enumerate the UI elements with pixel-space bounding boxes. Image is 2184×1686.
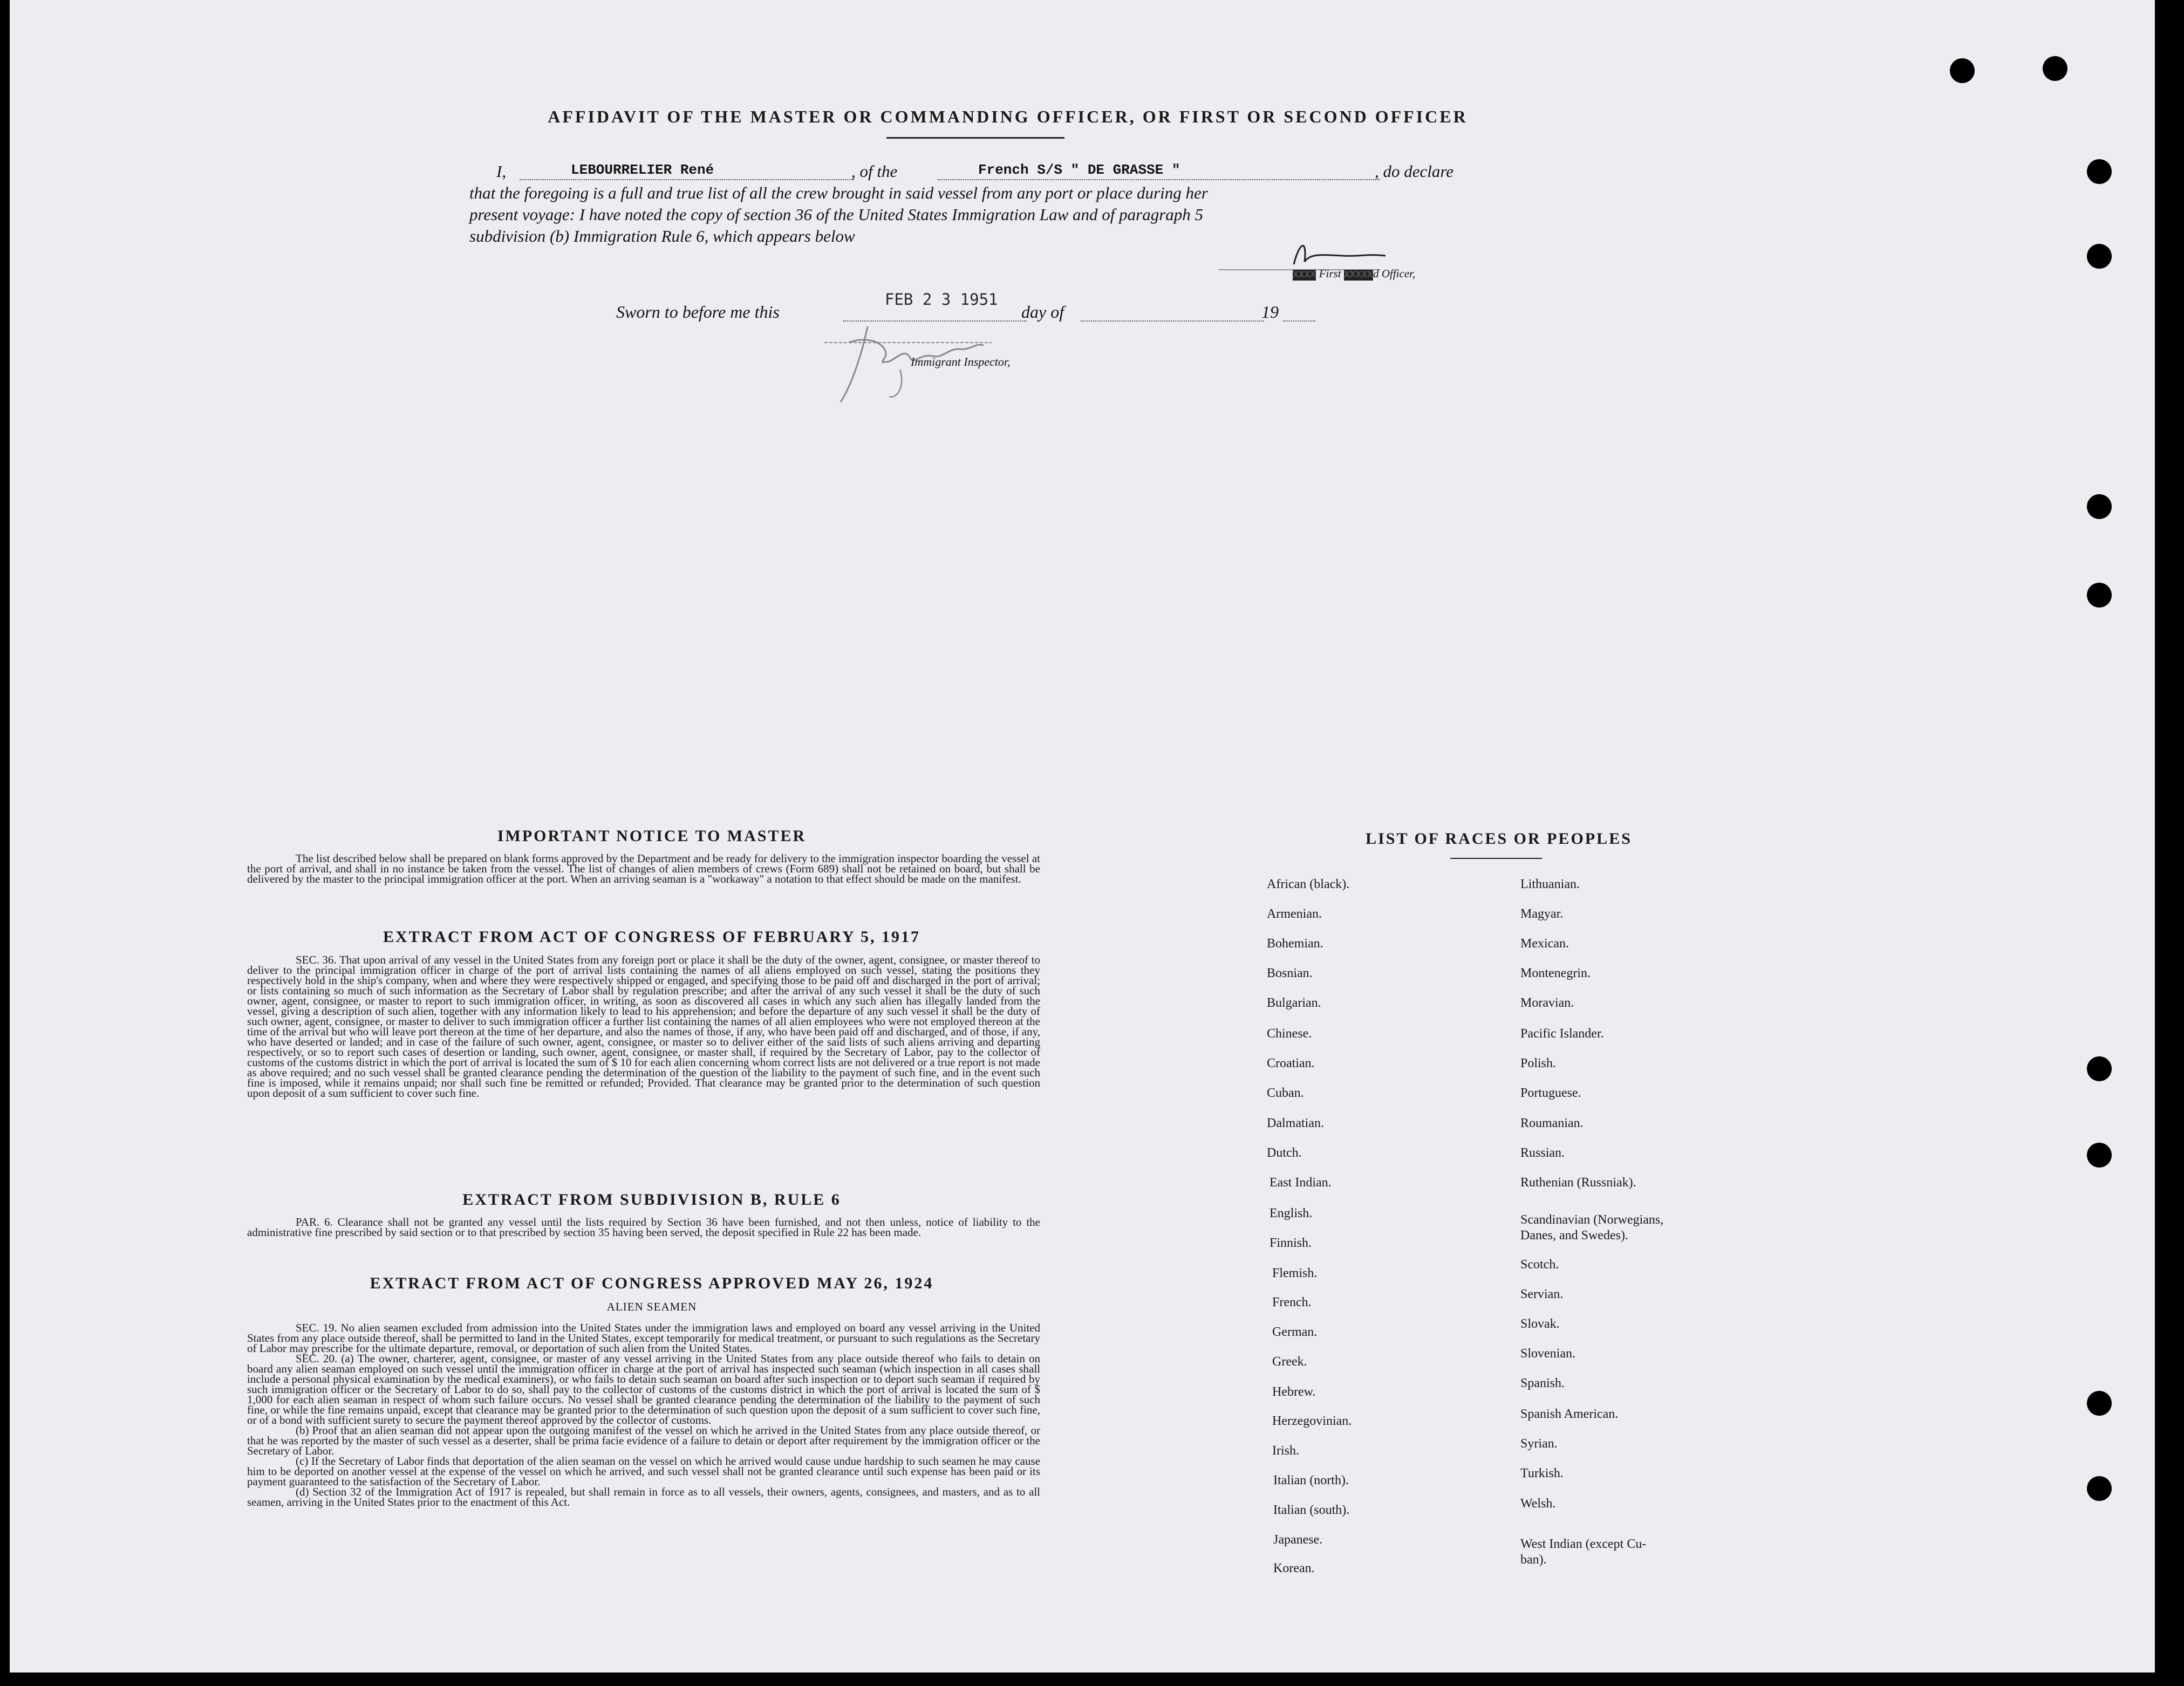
race-item: West Indian (except Cu- ban). — [1520, 1537, 1647, 1567]
section-36-text: SEC. 36. That upon arrival of any vessel in the United States from any foreign port or place it shall be the duty of the owner, agent, consignee, or master thereof to deliver to the principal immigration officer in charge of the port of arrival lists containing the names of all aliens employed on such vessel, stating the positions they respectively hold in the ship's company, when and where they were respectively shipped or engaged, and specifying those to be paid off and discharged in the port of arrival; or lists containing so much of such information as the Secretary of Labor shall by regulation prescribe; and after the arrival of any such vessel it shall be the duty of such owner, agent, consignee, or master to report to such immigration officer, in writing, as soon as discovered all cases in which any such alien has illegally landed from the vessel, giving a description of such alien, together with any information likely to lead to his apprehension; and before the departure of any such vessel it shall be the duty of such owner, agent, consignee, or master to deliver to such immigration officer a further list containing the names of all alien employees who were not employed thereon at the time of the arrival but who will leave port thereon at the time of her departure, and also the names of those, if any, who have been paid off and discharged, and of those, if any, who have deserted or landed; and in case of the failure of such owner, agent, consignee, or master so to deliver either of the said lists of such aliens arriving and departing respectively, or so to report such cases of desertion or landing, such owner, agent, consignee, or master shall, if required by the Secretary of Labor, pay to the collector of customs of the customs district in which the port of arrival is located the sum of $ 10 for each alien concerning whom correct lists are not delivered or a true report is not made as above required; and no such vessel shall be granted clearance pending the determination of the question of the liability to the payment of such fine, and in the event such fine is imposed, while it remains unpaid; nor shall such fine be remitted or refunded; Provided. That clearance may be granted prior to the determination of such question upon deposit of a sum sufficient to cover such fine. — [247, 953, 1040, 1100]
punch-hole — [2087, 583, 2112, 607]
race-item: Greek. — [1272, 1355, 1307, 1369]
race-item: Herzegovinian. — [1272, 1414, 1352, 1428]
race-item: Moravian. — [1520, 996, 1574, 1010]
section-20c-text: (c) If the Secretary of Labor finds that deportation of the alien seaman on the vessel on which he arrived would cause undue hardship to such seamen he may cause him to be deported on another vessel at the expense of the vessel on which he arrived, and such vessel shall not be granted clearance until such expense has been paid or its payment guaranteed to the satisfaction of the Secretary of Labor. — [247, 1455, 1040, 1488]
race-item: Spanish American. — [1520, 1407, 1619, 1421]
punch-hole — [2087, 1476, 2112, 1501]
races-title: LIST OF RACES OR PEOPLES — [1366, 830, 1632, 848]
race-item: Bulgarian. — [1267, 996, 1321, 1010]
vessel-name: French S/S " DE GRASSE " — [978, 162, 1180, 178]
race-item: Turkish. — [1520, 1466, 1564, 1480]
race-item: Lithuanian. — [1520, 877, 1580, 891]
race-item: Roumanian. — [1520, 1116, 1584, 1130]
race-item: Finnish. — [1270, 1236, 1312, 1250]
race-item: Bosnian. — [1267, 966, 1313, 980]
name-blank — [520, 178, 854, 180]
day-of-label: day of — [1021, 302, 1064, 322]
sworn-label: Sworn to before me this — [616, 302, 780, 322]
race-item: Montenegrin. — [1520, 966, 1591, 980]
race-item: East Indian. — [1270, 1176, 1332, 1190]
race-item: Bohemian. — [1267, 937, 1323, 951]
race-item: Croatian. — [1267, 1056, 1315, 1070]
race-item: Dalmatian. — [1267, 1116, 1324, 1130]
vessel-blank — [938, 178, 1380, 180]
race-item: Dutch. — [1267, 1146, 1302, 1160]
race-item: Pacific Islander. — [1520, 1027, 1604, 1041]
year-blank — [1283, 319, 1315, 322]
month-blank — [1081, 319, 1264, 322]
race-item: German. — [1272, 1325, 1318, 1339]
affidavit-title: AFFIDAVIT OF THE MASTER OR COMMANDING OFFICER, OR FIRST OR SECOND OFFICER — [548, 107, 1468, 126]
race-item: Ruthenian (Russniak). — [1520, 1176, 1636, 1190]
races-divider — [1450, 858, 1542, 859]
document-page — [10, 0, 2155, 1673]
race-item: French. — [1272, 1295, 1312, 1309]
title-divider — [886, 137, 1064, 139]
date-stamp: FEB 2 3 1951 — [885, 290, 998, 309]
punch-hole — [2087, 1391, 2112, 1416]
race-item: Portuguese. — [1520, 1086, 1581, 1100]
race-item: Flemish. — [1272, 1266, 1318, 1280]
paragraph-6-text: PAR. 6. Clearance shall not be granted any vessel until the lists required by Section 36 have been furnished, and not then unless, notice of liability to the administrative fine prescribed by said section or to that prescribed by section 35 having been served, the deposit specified in Rule 22 has been made. — [247, 1216, 1040, 1239]
officer-title — [1293, 267, 1415, 281]
race-item: Italian (south). — [1273, 1503, 1350, 1517]
notice-title: IMPORTANT NOTICE TO MASTER — [497, 827, 807, 845]
declarant-name: LEBOURRELIER René — [571, 162, 714, 178]
of-the-label: , of the — [851, 162, 898, 181]
race-item: Magyar. — [1520, 907, 1564, 921]
extract-rule6-title: EXTRACT FROM SUBDIVISION B, RULE 6 — [462, 1191, 841, 1209]
extract-1924-body — [247, 1323, 1040, 1507]
race-item: Russian. — [1520, 1146, 1565, 1160]
race-item: Japanese. — [1273, 1533, 1323, 1547]
officer-first-label: First — [1319, 267, 1341, 280]
extract-rule6-body — [247, 1217, 1040, 1238]
race-item: Syrian. — [1520, 1437, 1558, 1451]
race-item: Slovak. — [1520, 1317, 1560, 1331]
race-item: English. — [1270, 1206, 1313, 1220]
race-item: African (black). — [1267, 877, 1350, 891]
race-item: Armenian. — [1267, 907, 1322, 921]
section-20b-text: (b) Proof that an alien seaman did not appear upon the outgoing manifest of the vessel on which he arrived in the United States from any place outside thereof, or that he was reported by the master of such vessel as a deserter, shall be prima facie evidence of a failure to detain or deport after requirement by the immigration officer or the Secretary of Labor. — [247, 1424, 1040, 1457]
declaration-line-2: that the foregoing is a full and true list of all the crew brought in said vessel from any port or place during her — [469, 183, 1208, 202]
race-item: Hebrew. — [1272, 1385, 1316, 1399]
race-item: Scotch. — [1520, 1258, 1559, 1272]
race-item: Servian. — [1520, 1287, 1564, 1301]
race-item: Italian (north). — [1273, 1473, 1349, 1487]
declaration-line-3: present voyage: I have noted the copy of section 36 of the United States Immigration Law and of paragraph 5 — [469, 205, 1204, 224]
race-item: Irish. — [1272, 1444, 1299, 1458]
race-item: Scandinavian (Norwegians, Danes, and Swedes). — [1520, 1213, 1664, 1243]
officer-tail-label: d Officer, — [1373, 267, 1416, 280]
declaration-line-4: subdivision (b) Immigration Rule 6, which appears below — [469, 227, 855, 245]
race-item: Chinese. — [1267, 1027, 1312, 1041]
year-prefix: 19 — [1261, 302, 1279, 322]
race-item: Welsh. — [1520, 1497, 1556, 1511]
race-item: Cuban. — [1267, 1086, 1304, 1100]
extract-1917-body — [247, 955, 1040, 1098]
punch-hole — [2087, 159, 2112, 184]
inspector-label: Immigrant Inspector, — [911, 355, 1011, 368]
punch-hole — [2087, 1056, 2112, 1081]
punch-hole — [2087, 1143, 2112, 1168]
race-item: Korean. — [1273, 1561, 1315, 1575]
punch-hole — [2087, 494, 2112, 519]
i-label: I, — [496, 162, 507, 181]
section-20d-text: (d) Section 32 of the Immigration Act of 1917 is repealed, but shall remain in force as to all vessels, their owners, agents, consignees, and masters, and as to all seamen, arriving in the United States prior to the enactment of this Act. — [247, 1485, 1040, 1508]
race-item: Spanish. — [1520, 1376, 1565, 1390]
race-item: Mexican. — [1520, 937, 1569, 951]
notice-text: The list described below shall be prepared on blank forms approved by the Department and be ready for delivery to the immigration inspector boarding the vessel at the port of arrival, and shall in no instance be taken from the vessel. The list of changes of alien members of crews (Form 689) shall not be retained on board, but shall be delivered by the master to the principal immigration officer at the port. When an arriving seaman is a "workaway" a notation to that effect should be made on the manifest. — [247, 852, 1040, 885]
punch-hole — [2043, 56, 2067, 81]
alien-seamen-subtitle: ALIEN SEAMEN — [606, 1300, 697, 1313]
extract-1917-title: EXTRACT FROM ACT OF CONGRESS OF FEBRUARY 5, 1917 — [383, 928, 921, 946]
race-item: Slovenian. — [1520, 1347, 1575, 1361]
do-declare-label: , do declare — [1375, 162, 1454, 181]
extract-1924-title: EXTRACT FROM ACT OF CONGRESS APPROVED MAY 26, 1924 — [370, 1274, 934, 1292]
section-20a-text: SEC. 20. (a) The owner, charterer, agent, consignee, or master of any vessel arriving in the United States from any place outside thereof who fails to detain on board any alien seaman employed on such vessel until the immigration officer in charge at the port of arrival has inspected such seaman (which inspection in all cases shall include a personal physical examination by the medical examiners), or who fails to detain such seaman on board after such inspection or to deport such seaman if required by such immigration officer or the Secretary of Labor to do so, shall pay to the collector of customs of the customs district in which the port of arrival is located the sum of $ 1,000 for each alien seaman in respect of whom such failure occurs. No vessel shall be granted clearance pending the determination of the liability to the payment of such fine, or while the fine remains unpaid, except that clearance may be granted prior to the determination of such question upon the deposit of a sum sufficient to cover such fine, or of a bond with sufficient surety to secure the payment thereof approved by the collector of customs. — [247, 1352, 1040, 1426]
notice-body — [247, 854, 1040, 884]
section-19-text: SEC. 19. No alien seamen excluded from admission into the United States under the immigration laws and employed on board any vessel arriving in the United States from any place outside thereof, shall be permitted to land in the United States, except temporarily for medical treatment, or pursuant to such regulations as the Secretary of Labor may prescribe for the ultimate departure, removal, or deportation of such alien from the United States. — [247, 1321, 1040, 1355]
punch-hole — [1950, 58, 1975, 83]
race-item: Polish. — [1520, 1056, 1557, 1070]
struck-text: XXXX — [1293, 270, 1316, 281]
punch-hole — [2087, 244, 2112, 269]
struck-text: XXXXX — [1344, 270, 1374, 281]
